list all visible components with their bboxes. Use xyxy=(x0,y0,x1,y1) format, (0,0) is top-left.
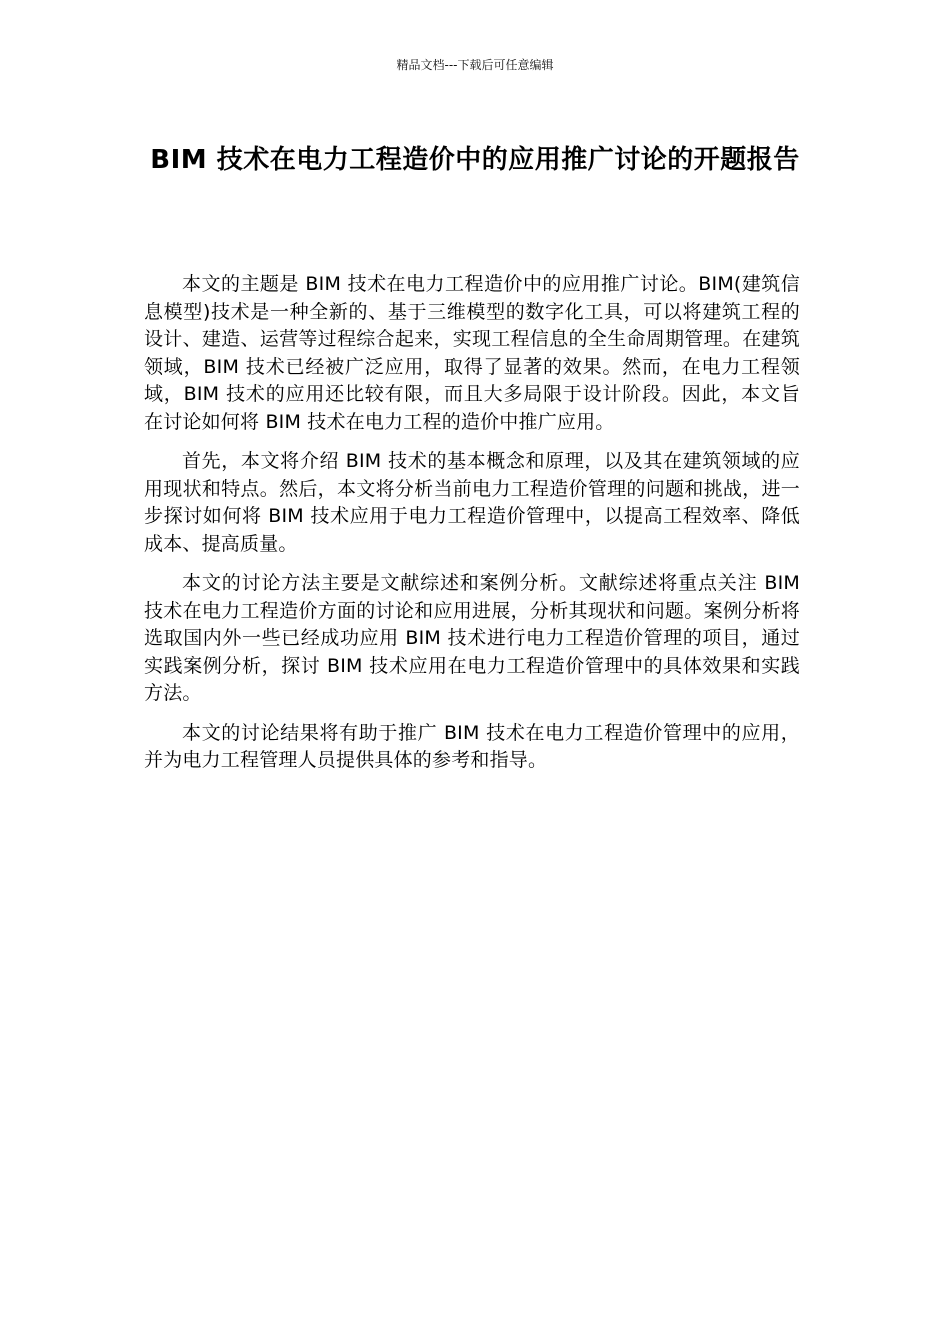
body-paragraph-1: 本文的主题是 BIM 技术在电力工程造价中的应用推广讨论。BIM(建筑信息模型)技术是一种全新的、基于三维模型的数字化工具，可以将建筑工程的设计、建造、运营等过程综合起来，实现工程信息的全生命周期管理。在建筑领域，BIM 技术已经被广泛应用，取得了显著的效果。然而，在电力工程领域，BIM 技术的应用还比较有限，而且大多局限于设计阶段。因此，本文旨在讨论如何将 BIM 技术在电力工程的造价中推广应用。 xyxy=(144,273,800,433)
body-paragraph-3: 本文的讨论方法主要是文献综述和案例分析。文献综述将重点关注 BIM 技术在电力工程造价方面的讨论和应用进展，分析其现状和问题。案例分析将选取国内外一些已经成功应用 BIM 技术进行电力工程造价管理的项目，通过实践案例分析，探讨 BIM 技术应用在电力工程造价管理中的具体效果和实践方法。 xyxy=(144,572,800,704)
header-note: 精品文档---下载后可任意编辑 xyxy=(396,58,554,72)
document-title: BIM 技术在电力工程造价中的应用推广讨论的开题报告 xyxy=(150,145,800,175)
body-paragraph-4: 本文的讨论结果将有助于推广 BIM 技术在电力工程造价管理中的应用，并为电力工程管理人员提供具体的参考和指导。 xyxy=(144,721,800,771)
document-body xyxy=(144,271,800,787)
body-paragraph-2: 首先，本文将介绍 BIM 技术的基本概念和原理，以及其在建筑领域的应用现状和特点。然后，本文将分析当前电力工程造价管理的问题和挑战，进一步探讨如何将 BIM 技术应用于电力工程造价管理中，以提高工程效率、降低成本、提高质量。 xyxy=(144,450,800,555)
